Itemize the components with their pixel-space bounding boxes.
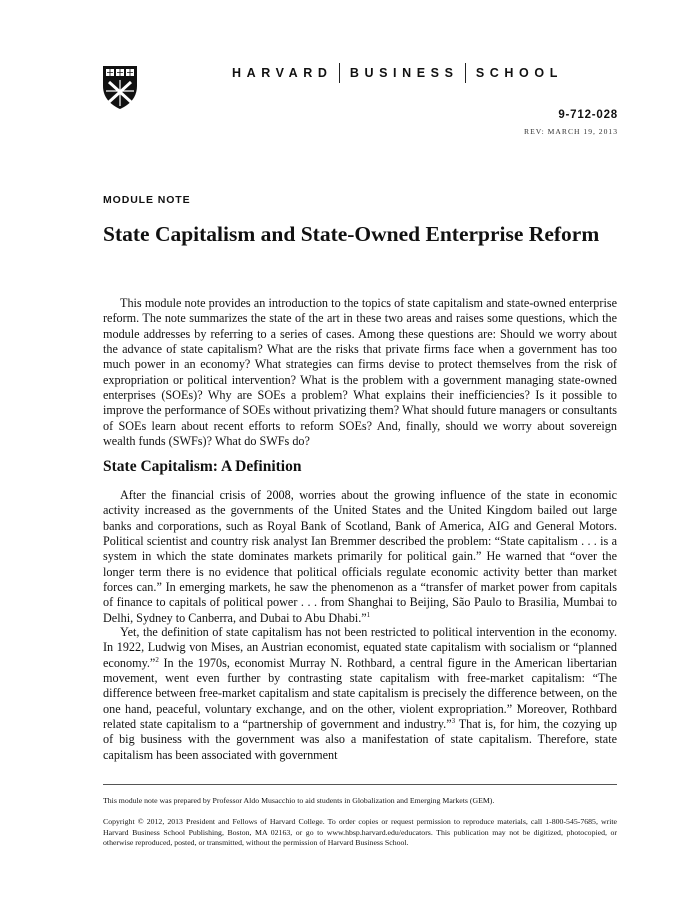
paragraph-text: Yet, the definition of state capitalism has not been restricted to political intervention in the economy. In 1922, Ludwig von Mises, an Austrian economist, equated state capitalism with socialism or “planned economy.” <box>103 625 617 670</box>
authorship-note: This module note was prepared by Professor Aldo Musacchio to aid students in Globalization and Emerging Markets (GEM). <box>103 796 495 805</box>
section-heading: State Capitalism: A Definition <box>103 458 302 475</box>
paragraph-text: That is, for him, the cozying up of big business with the government was also a manifestation of state capitalism. Therefore, state capitalism has been associated with government <box>103 717 617 762</box>
wordmark-divider <box>465 63 466 83</box>
document-title: State Capitalism and State-Owned Enterprise Reform <box>103 222 600 246</box>
body-paragraph <box>103 488 617 626</box>
paragraph-text: After the financial crisis of 2008, worries about the growing influence of the state in economic activity increased as the governments of the United States and the United Kingdom bailed out large banks and corporations, such as Royal Bank of Scotland, Bank of America, AIG and General Motors. Political scientist and country risk analyst Ian Bremmer described the problem: “State capitalism . . . is a system in which the state dominates markets primarily for political gain.” He warned that “over the longer term there is no evidence that political officials regulate economic activity better than market forces can.” In emerging markets, he saw the phenomenon as a “transfer of market power from capitals of finance to capitals of political power . . . from Shanghai to Beijing, São Paulo to Brasilia, Mumbai to Delhi, Sydney to Canberra, and Dubai to Abu Dhabi.” <box>103 488 617 625</box>
wordmark-harvard: HARVARD <box>232 66 333 80</box>
intro-paragraph: This module note provides an introduction to the topics of state capitalism and state-owned enterprise reform. The note summarizes the state of the art in these two areas and raises some questions, which the module addresses by referring to a series of cases. Among these questions are: Should we worry about the advance of state capitalism? What are the risks that private firms face when a government has too much power in an economy? What strategies can firms devise to protect themselves from the risk of expropriation or political intervention? What is the problem with a government managing state-owned enterprises (SOEs)? Why are SOEs a problem? What explains their inefficiencies? Is it possible to improve the performance of SOEs without privatizing them? What should future managers or consultants of SOEs learn about recent efforts to reform SOEs? And, finally, should we worry about sovereign wealth funds (SWFs)? What do SWFs do? <box>103 296 617 449</box>
wordmark-school: SCHOOL <box>475 66 563 80</box>
footnote-ref[interactable]: 1 <box>366 610 371 619</box>
school-wordmark <box>232 63 620 83</box>
harvard-shield-logo <box>101 64 139 110</box>
copyright-notice: Copyright © 2012, 2013 President and Fellows of Harvard College. To order copies or request permission to reproduce materials, call 1-800-545-7685, write Harvard Business School Publishing, Boston, MA 02163, or go to www.hbsp.harvard.edu/educators. This publication may not be digitized, photocopied, or otherwise reproduced, posted, or transmitted, without the permission of Harvard Business School. <box>103 817 617 847</box>
footer-divider <box>103 784 617 785</box>
module-label: MODULE NOTE <box>103 194 191 206</box>
paragraph-text: In the 1970s, economist Murray N. Rothbard, a central figure in the American libertarian movement, went even further by contrasting state capitalism with free-market capitalism: “The difference between free-market capitalism and state capitalism is precisely the difference between, on the one hand, peaceful, voluntary exchange, and on the other, violent expropriation.” Moreover, Rothbard related state capitalism to a “partnership of government and industry.” <box>103 655 617 732</box>
wordmark-divider <box>339 63 340 83</box>
footnote-ref[interactable]: 3 <box>451 717 456 725</box>
revision-date: REV: MARCH 19, 2013 <box>524 127 618 136</box>
footnote-ref[interactable]: 2 <box>155 655 159 664</box>
body-paragraph <box>103 625 617 763</box>
wordmark-business: BUSINESS <box>349 66 459 80</box>
document-code: 9-712-028 <box>558 109 618 121</box>
